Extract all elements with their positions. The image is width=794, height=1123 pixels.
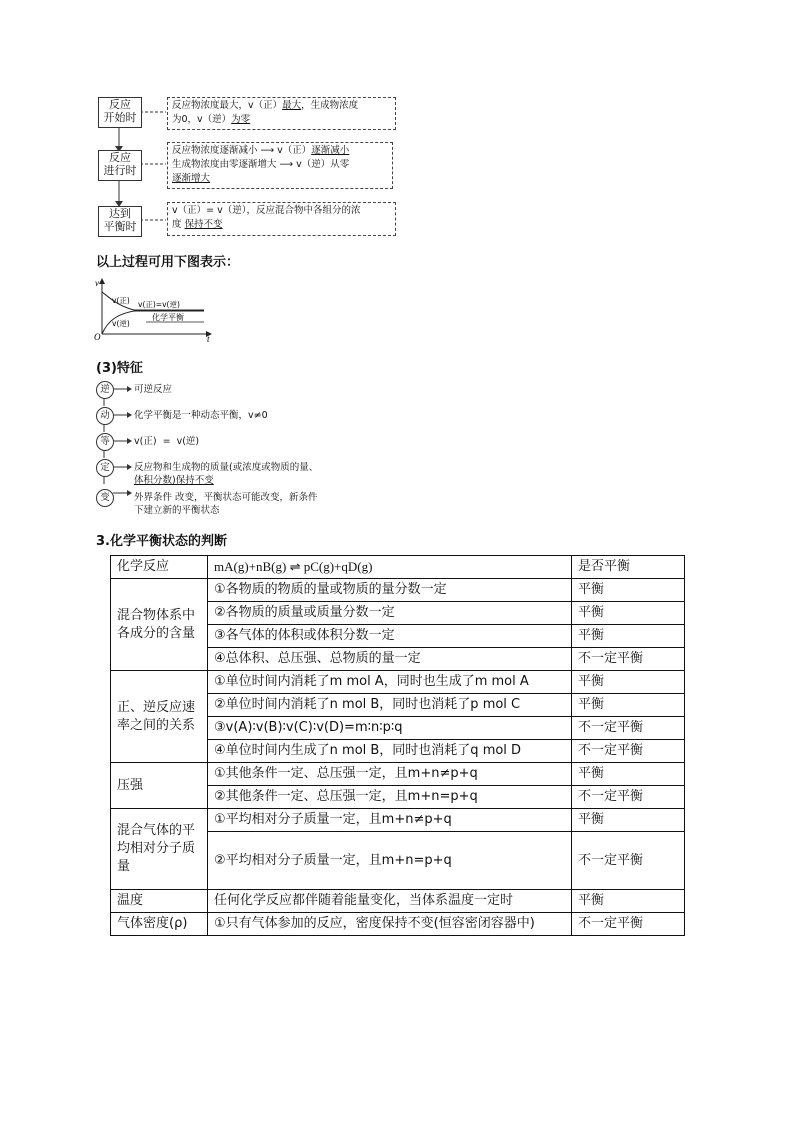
plateau-label: 化学平衡 bbox=[152, 313, 184, 322]
condition-cell: ④单位时间内生成了n mol B，同时也消耗了q mol D bbox=[208, 740, 572, 763]
box2-answer-2: 逐渐增大 bbox=[172, 173, 211, 184]
feature-text: v(正) = v(逆) bbox=[134, 436, 200, 447]
table-row bbox=[111, 809, 685, 832]
flow-box-progress bbox=[167, 142, 393, 189]
stage-start bbox=[98, 97, 142, 128]
flow-box-start bbox=[167, 97, 396, 130]
category-rates: 正、逆反应速率之间的关系 bbox=[111, 671, 208, 763]
category-temperature: 温度 bbox=[111, 890, 208, 913]
category-pressure: 压强 bbox=[111, 763, 208, 809]
result-cell: 平衡 bbox=[572, 671, 685, 694]
feature-text: 反应物和生成物的质量(或浓度或物质的量、 bbox=[134, 462, 319, 473]
equilibrium-judgement-table bbox=[110, 555, 685, 936]
curve-reverse-label: v(逆) bbox=[112, 319, 130, 328]
category-molar-mass: 混合气体的平均相对分子质量 bbox=[111, 809, 208, 890]
condition-cell: ①各物质的物质的量或物质的量分数一定 bbox=[208, 579, 572, 602]
condition-cell: ①平均相对分子质量一定，且m+n≠p+q bbox=[208, 809, 572, 832]
table-row bbox=[111, 671, 685, 694]
feature-char: 定 bbox=[96, 459, 114, 477]
box2-text: 反应物浓度逐渐减小 ⟶ v（正） bbox=[172, 145, 312, 156]
box1-text-2: ，生成物浓度 bbox=[301, 100, 359, 111]
section-3-title: 3.化学平衡状态的判断 bbox=[96, 534, 227, 549]
feature-text-2: 体积分数)保持不变 bbox=[134, 475, 214, 486]
flow-box-equilibrium bbox=[167, 202, 396, 236]
condition-cell: ②其他条件一定、总压强一定，且m+n=p+q bbox=[208, 786, 572, 809]
result-cell: 平衡 bbox=[572, 890, 685, 913]
result-cell: 不一定平衡 bbox=[572, 648, 685, 671]
stage-equilibrium-label: 达到 平衡时 bbox=[103, 207, 137, 233]
graph-origin: O bbox=[94, 332, 101, 342]
category-density: 气体密度(ρ) bbox=[111, 913, 208, 936]
result-cell: 平衡 bbox=[572, 763, 685, 786]
condition-cell: ③各气体的体积或体积分数一定 bbox=[208, 625, 572, 648]
feature-char: 等 bbox=[96, 433, 114, 451]
table-header-row bbox=[111, 556, 685, 579]
result-cell: 不一定平衡 bbox=[572, 740, 685, 763]
condition-cell: ①只有气体参加的反应，密度保持不变(恒容密闭容器中) bbox=[208, 913, 572, 936]
stage-progress-label: 反应 进行时 bbox=[103, 151, 137, 177]
stage-start-label: 反应 开始时 bbox=[103, 98, 137, 124]
rate-time-graph bbox=[92, 276, 222, 342]
condition-cell: ②各物质的质量或质量分数一定 bbox=[208, 602, 572, 625]
box3-text-2: 度 bbox=[172, 219, 182, 230]
condition-cell: ②平均相对分子质量一定，且m+n=p+q bbox=[208, 832, 572, 890]
result-cell: 不一定平衡 bbox=[572, 832, 685, 890]
header-result: 是否平衡 bbox=[572, 556, 685, 579]
result-cell: 不一定平衡 bbox=[572, 786, 685, 809]
box3-answer: 保持不变 bbox=[184, 219, 223, 230]
stage-progress bbox=[98, 150, 142, 181]
table-row bbox=[111, 763, 685, 786]
curve-forward-label: v(正) bbox=[112, 296, 130, 305]
table-row bbox=[111, 579, 685, 602]
box2-text-2: 生成物浓度由零逐渐增大 ⟶ v（逆）从零 bbox=[172, 159, 350, 170]
box1-text: 反应物浓度最大，v（正） bbox=[172, 100, 283, 111]
result-cell: 不一定平衡 bbox=[572, 717, 685, 740]
result-cell: 平衡 bbox=[572, 579, 685, 602]
table-row bbox=[111, 913, 685, 936]
graph-intro: 以上过程可用下图表示： bbox=[96, 255, 240, 270]
result-cell: 平衡 bbox=[572, 694, 685, 717]
features-heading: (3)特征 bbox=[96, 361, 143, 376]
feature-text: 化学平衡是一种动态平衡，v≠0 bbox=[134, 410, 268, 421]
box1-text-3: 为0，v（逆） bbox=[172, 114, 232, 125]
feature-text: 外界条件 改变，平衡状态可能改变，新条件 bbox=[134, 492, 318, 503]
condition-cell: ④总体积、总压强、总物质的量一定 bbox=[208, 648, 572, 671]
feature-char: 变 bbox=[96, 489, 114, 507]
result-cell: 平衡 bbox=[572, 809, 685, 832]
graph-y-label: v bbox=[95, 278, 99, 288]
box1-answer-1: 最大 bbox=[282, 100, 302, 111]
feature-char: 逆 bbox=[96, 381, 114, 399]
box2-answer-1: 逐渐减小 bbox=[311, 145, 350, 156]
condition-cell: ②单位时间内消耗了n mol B，同时也消耗了p mol C bbox=[208, 694, 572, 717]
header-equation: mA(g)+nB(g) ⇌ pC(g)+qD(g) bbox=[208, 556, 572, 579]
table-row bbox=[111, 890, 685, 913]
feature-text: 可逆反应 bbox=[134, 384, 173, 395]
category-content: 混合物体系中各成分的含量 bbox=[111, 579, 208, 671]
condition-cell: ①其他条件一定、总压强一定，且m+n≠p+q bbox=[208, 763, 572, 786]
condition-cell: ①单位时间内消耗了m mol A，同时也生成了m mol A bbox=[208, 671, 572, 694]
result-cell: 不一定平衡 bbox=[572, 913, 685, 936]
feature-text-2: 下建立新的平衡状态 bbox=[134, 505, 220, 516]
graph-x-label: t bbox=[207, 334, 210, 342]
result-cell: 平衡 bbox=[572, 602, 685, 625]
condition-cell: ③v(A)∶v(B)∶v(C)∶v(D)=m∶n∶p∶q bbox=[208, 717, 572, 740]
box1-answer-2: 为零 bbox=[231, 114, 251, 125]
condition-cell: 任何化学反应都伴随着能量变化，当体系温度一定时 bbox=[208, 890, 572, 913]
equal-rate-label: v(正)=v(逆) bbox=[138, 300, 180, 309]
feature-char: 动 bbox=[96, 407, 114, 425]
box3-text: v（正）= v（逆），反应混合物中各组分的浓 bbox=[172, 205, 361, 216]
result-cell: 平衡 bbox=[572, 625, 685, 648]
header-reaction: 化学反应 bbox=[111, 556, 208, 579]
stage-equilibrium bbox=[98, 206, 142, 237]
